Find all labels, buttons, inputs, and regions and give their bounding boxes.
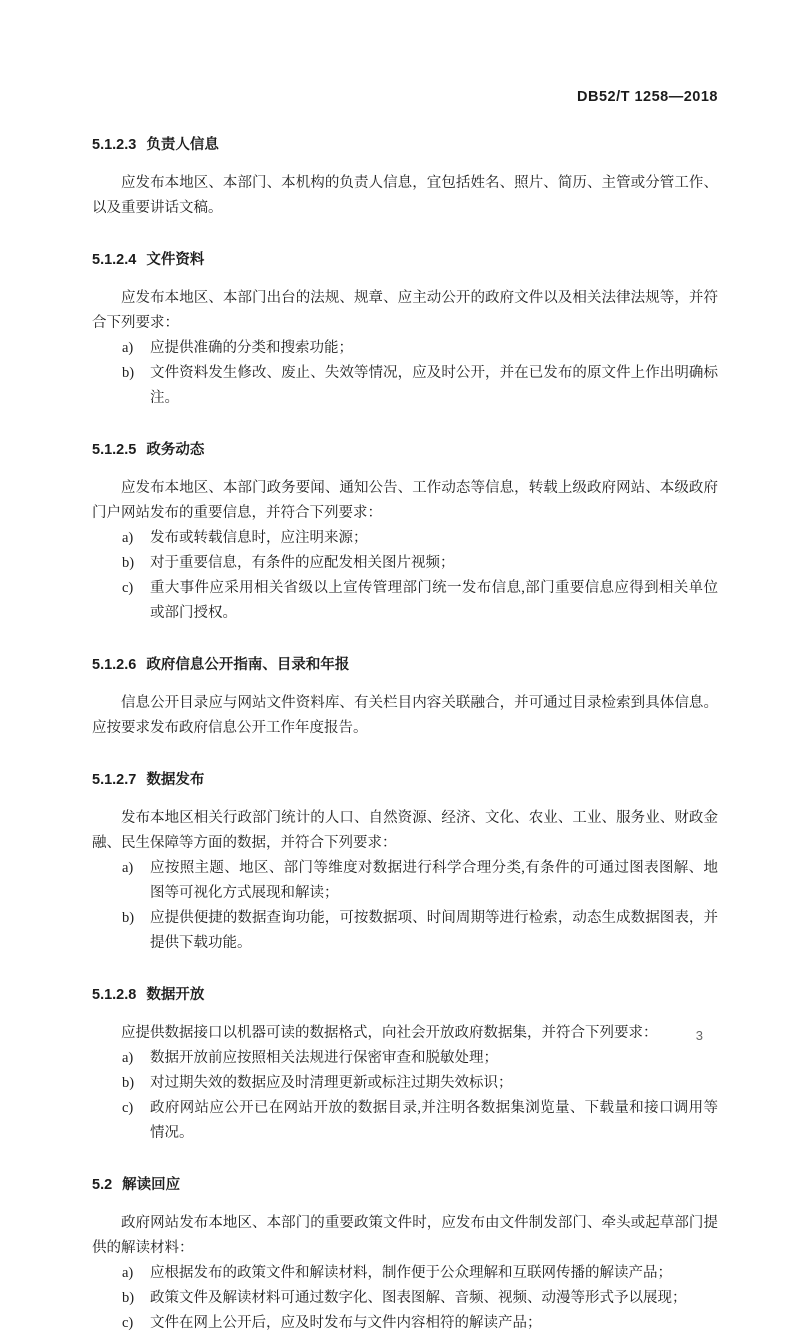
section-number: 5.1.2.8 bbox=[92, 987, 137, 1003]
list-item bbox=[92, 1046, 718, 1071]
paragraph: 应发布本地区、本部门、本机构的负责人信息，宜包括姓名、照片、简历、主管或分管工作、以及重要讲话文稿。 bbox=[92, 175, 718, 216]
list-item bbox=[92, 1071, 718, 1096]
section-title: 数据开放 bbox=[146, 987, 205, 1003]
section-heading bbox=[92, 770, 718, 790]
list-item bbox=[92, 526, 718, 551]
section-heading bbox=[92, 655, 718, 675]
document-body bbox=[92, 135, 718, 1336]
list-marker: a) bbox=[122, 340, 134, 356]
paragraph: 应提供数据接口以机器可读的数据格式，向社会开放政府数据集，并符合下列要求： bbox=[121, 1025, 658, 1041]
list-marker: a) bbox=[122, 530, 134, 546]
list-marker: c) bbox=[122, 580, 134, 596]
section bbox=[92, 440, 718, 626]
section-heading bbox=[92, 985, 718, 1005]
paragraph: 信息公开目录应与网站文件资料库、有关栏目内容关联融合，并可通过目录检索到具体信息。应按要求发布政府信息公开工作年度报告。 bbox=[92, 695, 718, 736]
list-item-text: 发布或转载信息时，应注明来源； bbox=[150, 530, 368, 546]
list-marker: c) bbox=[122, 1100, 134, 1116]
list-marker: a) bbox=[122, 860, 134, 876]
section-title: 政务动态 bbox=[146, 442, 205, 458]
list-item bbox=[92, 1261, 718, 1286]
section-title: 数据发布 bbox=[146, 772, 205, 788]
list-item-text: 对过期失效的数据应及时清理更新或标注过期失效标识； bbox=[150, 1075, 513, 1091]
section bbox=[92, 135, 718, 221]
list-item bbox=[92, 906, 718, 956]
list-item-text: 应根据发布的政策文件和解读材料，制作便于公众理解和互联网传播的解读产品； bbox=[150, 1265, 672, 1281]
list-item bbox=[92, 361, 718, 411]
list-marker: a) bbox=[122, 1265, 134, 1281]
section-title: 负责人信息 bbox=[146, 137, 219, 153]
section-number: 5.1.2.7 bbox=[92, 772, 137, 788]
section-number: 5.1.2.6 bbox=[92, 657, 137, 673]
section-heading bbox=[92, 250, 718, 270]
list-item bbox=[92, 551, 718, 576]
paragraph: 应发布本地区、本部门政务要闻、通知公告、工作动态等信息，转载上级政府网站、本级政府门户网站发布的重要信息，并符合下列要求： bbox=[92, 480, 718, 521]
section-title: 政府信息公开指南、目录和年报 bbox=[146, 657, 350, 673]
list-item-text: 应提供准确的分类和搜索功能； bbox=[150, 340, 353, 356]
list-item-text: 文件资料发生修改、废止、失效等情况，应及时公开，并在已发布的原文件上作出明确标注。 bbox=[150, 365, 718, 406]
list-item-text: 政府网站应公开已在网站开放的数据目录,并注明各数据集浏览量、下载量和接口调用等情况。 bbox=[150, 1100, 718, 1141]
paragraph: 应发布本地区、本部门出台的法规、规章、应主动公开的政府文件以及相关法律法规等，并符合下列要求： bbox=[92, 290, 718, 331]
list-marker: b) bbox=[122, 555, 135, 571]
list-item-text: 政策文件及解读材料可通过数字化、图表图解、音频、视频、动漫等形式予以展现； bbox=[150, 1290, 687, 1306]
section-number: 5.1.2.3 bbox=[92, 137, 137, 153]
section bbox=[92, 250, 718, 411]
paragraph: 政府网站发布本地区、本部门的重要政策文件时，应发布由文件制发部门、牵头或起草部门提供的解读材料： bbox=[92, 1215, 718, 1256]
list-marker: b) bbox=[122, 1290, 135, 1306]
section-heading bbox=[92, 135, 718, 155]
section bbox=[92, 770, 718, 956]
section-title: 文件资料 bbox=[146, 252, 205, 268]
section-heading bbox=[92, 1175, 718, 1195]
list-item bbox=[92, 1311, 718, 1336]
list-item-text: 应按照主题、地区、部门等维度对数据进行科学合理分类,有条件的可通过图表图解、地图等可视化方式展现和解读； bbox=[150, 860, 718, 901]
section bbox=[92, 655, 718, 741]
paragraph: 发布本地区相关行政部门统计的人口、自然资源、经济、文化、农业、工业、服务业、财政金融、民生保障等方面的数据，并符合下列要求： bbox=[92, 810, 718, 851]
section bbox=[92, 1175, 718, 1336]
list-item bbox=[92, 576, 718, 626]
list-marker: a) bbox=[122, 1050, 134, 1066]
list-item-text: 数据开放前应按照相关法规进行保密审查和脱敏处理； bbox=[150, 1050, 498, 1066]
section-number: 5.1.2.4 bbox=[92, 252, 137, 268]
list-item bbox=[92, 1286, 718, 1311]
section-heading bbox=[92, 440, 718, 460]
list-marker: b) bbox=[122, 365, 135, 381]
page-number: 3 bbox=[695, 1028, 703, 1043]
list-item bbox=[92, 1096, 718, 1146]
list-marker: b) bbox=[122, 910, 135, 926]
list-item bbox=[92, 856, 718, 906]
list-item bbox=[92, 336, 718, 361]
list-item-text: 应提供便捷的数据查询功能，可按数据项、时间周期等进行检索，动态生成数据图表，并提供下载功能。 bbox=[150, 910, 718, 951]
list-item-text: 重大事件应采用相关省级以上宣传管理部门统一发布信息,部门重要信息应得到相关单位或部门授权。 bbox=[150, 580, 718, 621]
section-number: 5.1.2.5 bbox=[92, 442, 137, 458]
section-title: 解读回应 bbox=[122, 1177, 181, 1193]
list-item-text: 对于重要信息，有条件的应配发相关图片视频； bbox=[150, 555, 455, 571]
list-marker: c) bbox=[122, 1315, 134, 1331]
section-number: 5.2 bbox=[92, 1177, 113, 1193]
list-marker: b) bbox=[122, 1075, 135, 1091]
list-item-text: 文件在网上公开后，应及时发布与文件内容相符的解读产品； bbox=[150, 1315, 542, 1331]
running-header: DB52/T 1258—2018 bbox=[577, 89, 718, 105]
